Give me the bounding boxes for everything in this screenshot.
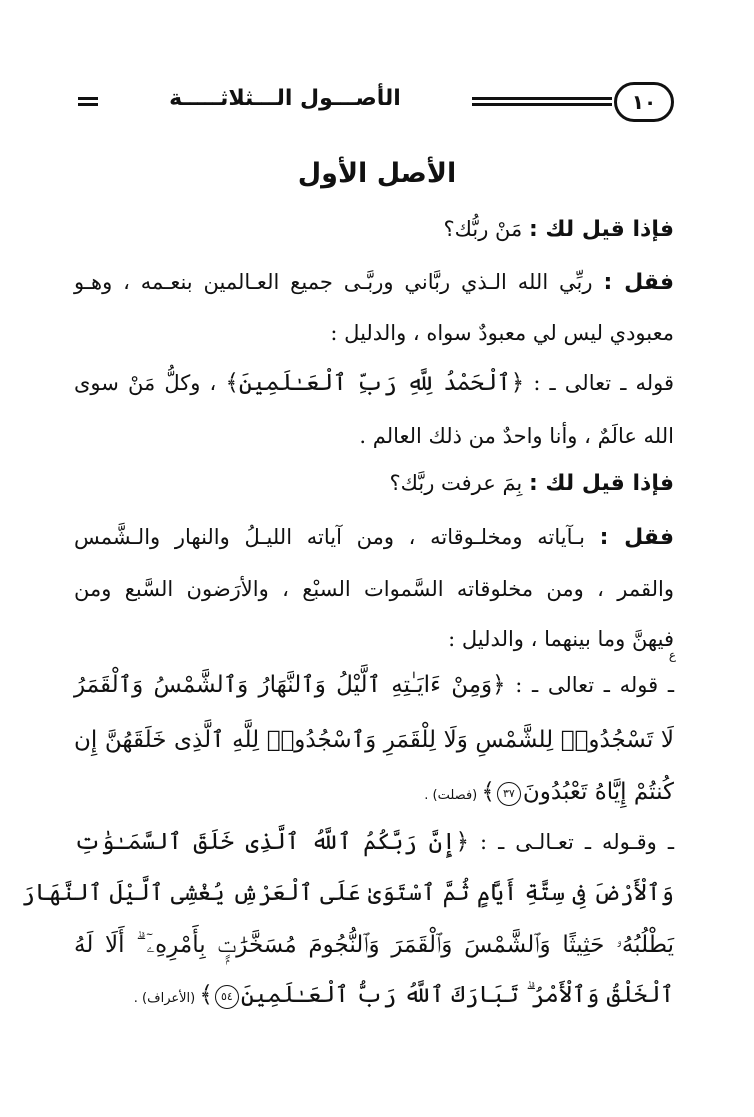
ayah-number-marker: ٥٤ (215, 985, 239, 1009)
answer-1-label: فقل : (603, 270, 674, 295)
verse-1-line-1 (74, 670, 674, 700)
answer-1-line-4: الله عالَمٌ ، وأنا واحدٌ من ذلك العالم . (359, 424, 674, 448)
verse-1-text-1: ﴿وَمِنْ ءَايَـٰتِهِ ٱلَّيْلُ وَٱلنَّهَارُ وَٱلشَّمْسُ وَٱلْقَمَرُ (74, 672, 506, 698)
verse-2-reference: (الأعراف) . (133, 991, 200, 1006)
answer-1-verse-intro: قوله ـ تعالى ـ : (524, 371, 675, 395)
question-1-label: فإذا قيل لك : (528, 217, 674, 242)
verse-1-line-3 (74, 777, 674, 811)
question-2 (74, 468, 674, 499)
verse-1-reference: (فصلت) . (424, 788, 482, 803)
verse-1-close-bracket: ﴾ (481, 779, 495, 805)
answer-1-line-3 (74, 368, 674, 398)
answer-2-label: فقل : (599, 525, 674, 550)
verse-2-line-2: وَٱلْأَرْضَ فِى سِتَّةِ أَيَّامٍ ثُمَّ ٱسْتَوَىٰ عَلَى ٱلْعَرْشِ يُغْشِى ٱلَّيْلَ ٱلنَّهَارَ (21, 880, 674, 906)
verse-2-intro: ـ وقـوله ـ تعـالـى ـ : (469, 830, 674, 854)
verse-2-line-4 (74, 980, 674, 1014)
verse-2-text-4: ٱلْخَلْقُ وَٱلْأَمْرُ ۗ تَبَارَكَ ٱللَّهُ رَبُّ ٱلْعَـٰلَمِينَ (240, 982, 674, 1008)
running-title: الأصـــول الـــثلاثـــــة (169, 86, 401, 111)
section-heading: الأصل الأول (297, 158, 457, 189)
ayah-number-marker: ٣٧ (497, 782, 521, 806)
verse-2-close-bracket: ﴾ (199, 982, 213, 1008)
verse-1-line-2: لَا تَسْجُدُوا۟ لِلشَّمْسِ وَلَا لِلْقَمَرِ وَٱسْجُدُوا۟ لِلَّهِ ٱلَّذِى خَلَقَهُنَّ إِن (74, 727, 674, 753)
answer-1-verse: ﴿ٱلْحَمْدُ لِلَّهِ رَبِّ ٱلْعَـٰلَمِينَ﴾ (225, 370, 525, 396)
verse-1-text-3: كُنتُمْ إِيَّاهُ تَعْبُدُونَ (522, 779, 674, 805)
verse-2-text-1: ﴿إِنَّ رَبَّكُمُ ٱللَّهُ ٱلَّذِى خَلَقَ ٱلسَّمَـٰوَٰتِ (74, 829, 470, 855)
header-rule-right (472, 97, 612, 106)
sajdah-mark: ع (668, 648, 676, 662)
verse-1-intro: ـ قوله ـ تعالى ـ : (505, 673, 674, 697)
answer-2-line-3: فيهنَّ وما بينهما ، والدليل : (448, 627, 674, 651)
question-2-text: بِمَ عرفت ربَّك؟ (389, 471, 529, 495)
question-2-label: فإذا قيل لك : (528, 471, 674, 496)
answer-2-text-1: بـآياته ومخلـوقاته ، ومن آياته الليـلُ والنهار والـشَّمس (74, 525, 600, 549)
page-number: ١٠ (631, 90, 657, 114)
question-1-text: مَنْ ربُّك؟ (443, 217, 529, 241)
page-number-badge (614, 82, 674, 122)
page-header (78, 82, 674, 126)
answer-1-text-1: ربِّي الله الـذي ربَّاني وربَّـى جميع العـالمين بنعـمه ، وهـو (74, 270, 604, 294)
answer-2-line-2: والقمر ، ومن مخلوقاته السَّموات السبْع ، والأرَضون السَّبع ومن (74, 577, 674, 601)
header-rule-left (78, 97, 98, 106)
answer-1-line-1 (74, 267, 674, 298)
answer-1-verse-after: ، وكلُّ مَنْ سوى (74, 371, 226, 395)
verse-2-line-3: يَطْلُبُهُۥ حَثِيثًا وَٱلشَّمْسَ وَٱلْقَمَرَ وَٱلنُّجُومَ مُسَخَّرَٰتٍۭ بِأَمْرِهِۦٓ ۗ أَلَا لَهُ (74, 932, 674, 958)
verse-2-line-1 (74, 827, 674, 857)
answer-2-line-1 (74, 522, 674, 553)
answer-1-line-2: معبودي ليس لي معبودٌ سواه ، والدليل : (330, 321, 674, 345)
question-1 (74, 214, 674, 245)
